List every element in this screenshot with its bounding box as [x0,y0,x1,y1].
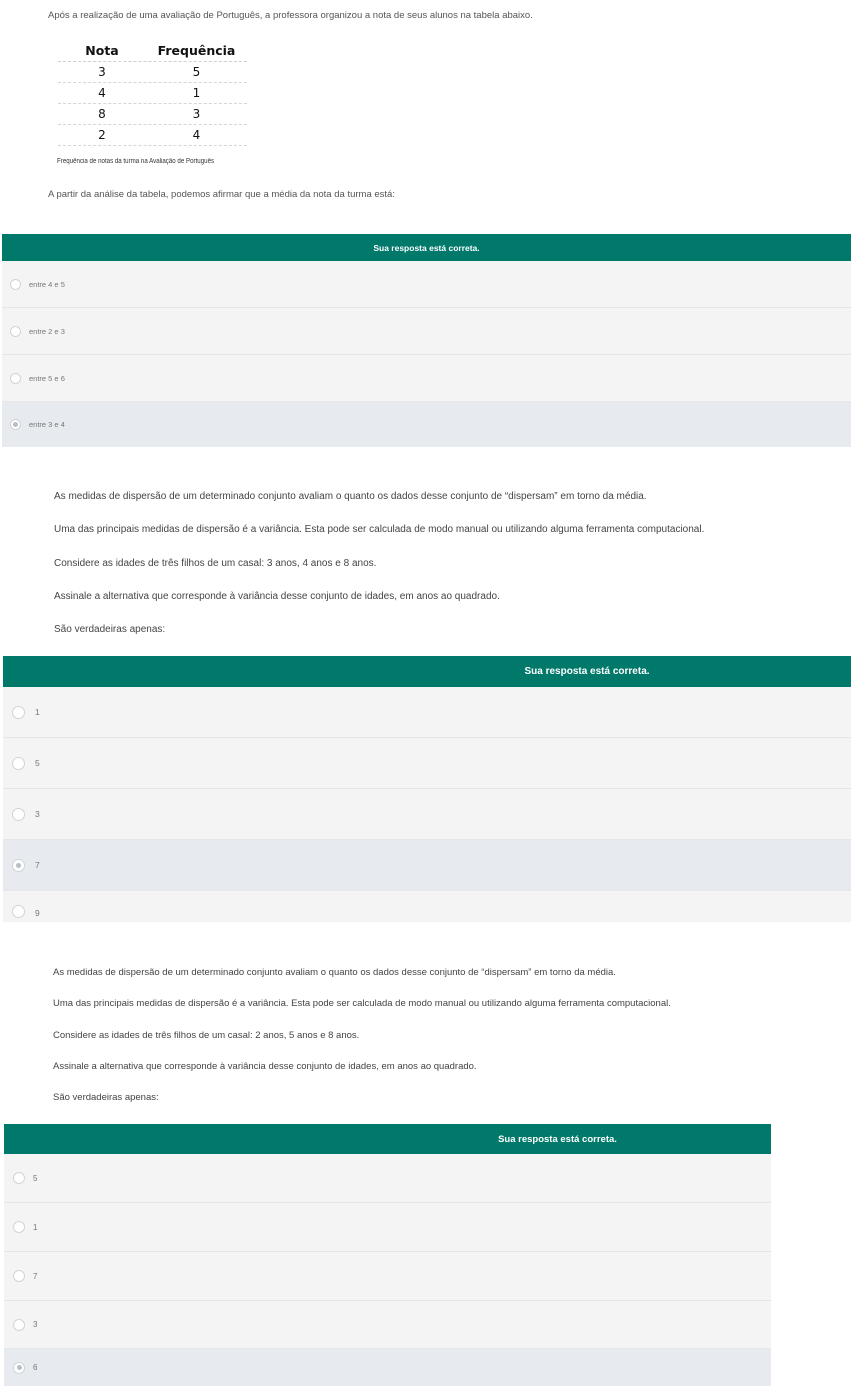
radio-button[interactable] [13,1221,25,1233]
frequency-table [58,40,247,146]
radio-button-checked[interactable] [13,1362,25,1374]
radio-button[interactable] [10,326,21,337]
option-label: entre 4 e 5 [29,279,65,289]
table-row [58,125,247,146]
q3-paragraph: São verdadeiras apenas: [53,1092,159,1103]
feedback-text: Sua resposta está correta. [524,666,650,677]
answer-option[interactable] [4,1203,771,1252]
table-cell: 4 [192,128,201,142]
radio-button[interactable] [12,808,25,821]
option-label: 9 [35,908,40,918]
answer-option-selected[interactable] [4,1349,771,1386]
q3-paragraph: Assinale a alternativa que corresponde à variância desse conjunto de idades, em anos ao quadrado. [53,1061,477,1072]
table-cell: 1 [192,86,201,100]
q2-paragraph: Considere as idades de três filhos de um casal: 3 anos, 4 anos e 8 anos. [54,558,377,569]
answer-option[interactable] [3,738,851,789]
radio-button[interactable] [12,706,25,719]
option-label: 3 [35,809,40,819]
option-label: 6 [33,1363,38,1372]
q2-paragraph: São verdadeiras apenas: [54,624,166,635]
option-label: entre 3 e 4 [29,420,65,429]
q3-paragraph: Considere as idades de três filhos de um casal: 2 anos, 5 anos e 8 anos. [53,1030,360,1041]
radio-button[interactable] [13,1270,25,1282]
option-label: 5 [35,758,40,768]
table-header-nota: Nota [85,43,119,58]
radio-button-checked[interactable] [10,419,21,430]
table-cell: 3 [192,107,201,121]
answer-option-selected[interactable] [2,402,851,447]
q2-paragraph: As medidas de dispersão de um determinado conjunto avaliam o quanto os dados desse conjunto de “dispersam” em torno da média. [54,491,647,502]
answer-option-selected[interactable] [3,840,851,891]
radio-button[interactable] [10,279,21,290]
table-cell: 5 [192,65,201,79]
answer-option[interactable] [3,789,851,840]
answer-option[interactable] [3,891,851,922]
table-row [58,104,247,125]
q2-paragraph: Assinale a alternativa que corresponde à variância desse conjunto de idades, em anos ao quadrado. [54,591,500,602]
q1-intro: Após a realização de uma avaliação de Português, a professora organizou a nota de seus alunos na tabela abaixo. [48,10,533,21]
answer-option[interactable] [4,1154,771,1203]
feedback-text: Sua resposta está correta. [498,1133,617,1145]
table-cell: 3 [98,65,106,79]
option-label: 7 [33,1271,38,1281]
q3-paragraph: As medidas de dispersão de um determinado conjunto avaliam o quanto os dados desse conjunto de “dispersam” em torno da média. [53,967,616,978]
option-label: 5 [33,1173,38,1183]
table-cell: 4 [98,86,106,100]
option-label: 1 [33,1222,38,1232]
radio-button[interactable] [10,373,21,384]
radio-button[interactable] [12,757,25,770]
radio-button[interactable] [13,1319,25,1331]
option-label: 1 [35,707,40,717]
answer-option[interactable] [2,261,851,308]
feedback-banner [3,656,851,687]
table-header-frequencia: Frequência [157,43,236,58]
radio-button[interactable] [13,1172,25,1184]
answer-option[interactable] [2,308,851,355]
answer-option[interactable] [4,1252,771,1301]
table-row [58,83,247,104]
answer-option[interactable] [4,1301,771,1349]
option-label: 7 [35,860,40,870]
feedback-banner [2,234,851,261]
q3-paragraph: Uma das principais medidas de dispersão é a variância. Esta pode ser calculada de modo manual ou utilizando alguma ferramenta computacional. [53,998,671,1009]
radio-button[interactable] [12,905,25,918]
feedback-banner [4,1124,771,1154]
option-label: entre 5 e 6 [29,373,65,383]
q1-question: A partir da análise da tabela, podemos afirmar que a média da nota da turma está: [48,189,395,200]
table-cell: 8 [98,107,106,121]
answer-option[interactable] [3,687,851,738]
answer-option[interactable] [2,355,851,402]
option-label: 3 [33,1320,38,1329]
radio-button-checked[interactable] [12,859,25,872]
feedback-text: Sua resposta está correta. [373,242,480,253]
option-label: entre 2 e 3 [29,326,65,336]
table-cell: 2 [98,128,106,142]
q2-paragraph: Uma das principais medidas de dispersão é a variância. Esta pode ser calculada de modo manual ou utilizando alguma ferramenta computacional. [54,524,705,535]
table-header-row [58,40,247,62]
table-caption: Frequência de notas da turma na Avaliação de Português [57,158,215,165]
table-row [58,62,247,83]
